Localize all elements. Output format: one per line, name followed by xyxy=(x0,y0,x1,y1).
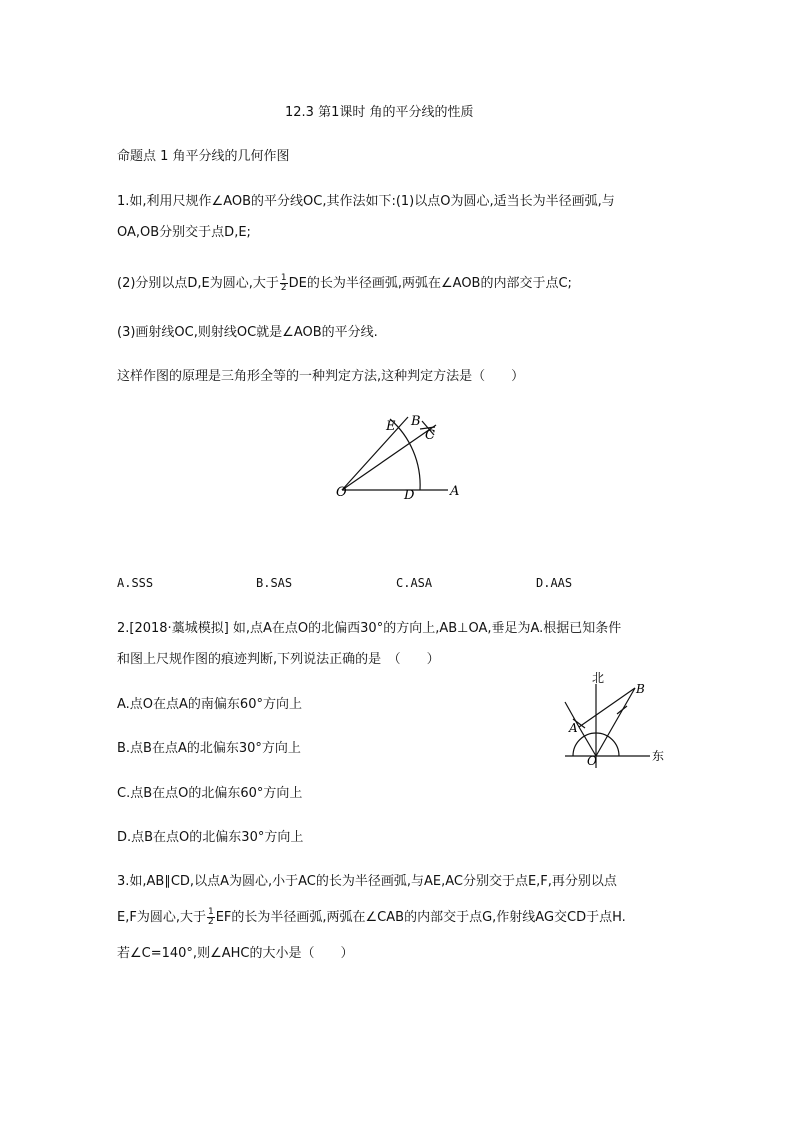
label-d: D xyxy=(404,488,415,503)
q3-line-2-end: EF的长为半径画弧,两弧在∠CAB的内部交于点G,作射线AG交CD于点H. xyxy=(215,910,626,925)
q1-line-3-start: (2)分别以点D,E为圆心,大于 xyxy=(117,276,279,291)
ray-oc xyxy=(342,425,436,490)
label-a: A xyxy=(569,721,578,735)
q1-option-a[interactable]: A.SSS xyxy=(117,576,154,590)
q2-option-a[interactable]: A.点O在点A的南偏东60°方向上 xyxy=(117,697,302,712)
q1-line-2: OA,OB分别交于点D,E; xyxy=(117,225,251,240)
ray-ob xyxy=(342,417,408,490)
label-c: C xyxy=(425,428,435,443)
q2-option-d[interactable]: D.点B在点O的北偏东30°方向上 xyxy=(117,830,304,845)
segment-ab xyxy=(579,688,635,727)
q3-line-3: 若∠C=140°,则∠AHC的大小是（ ） xyxy=(117,946,354,961)
fraction-half xyxy=(280,274,288,293)
construction-mark-b xyxy=(617,706,627,714)
label-north: 北 xyxy=(592,671,605,685)
q1-line-4: (3)画射线OC,则射线OC就是∠AOB的平分线. xyxy=(117,325,378,340)
label-b: B xyxy=(636,682,645,696)
segment-ob xyxy=(596,688,635,756)
q1-option-d[interactable]: D.AAS xyxy=(536,576,573,590)
label-o: O xyxy=(587,754,597,768)
section-heading: 命题点 1 角平分线的几何作图 xyxy=(117,149,290,164)
q3-line-1: 3.如,AB∥CD,以点A为圆心,小于AC的长为半径画弧,与AE,AC分别交于点E,F,再分别以点 xyxy=(117,874,617,889)
label-o: O xyxy=(336,485,347,500)
fraction-numerator: 1 xyxy=(280,273,287,283)
q2-option-b[interactable]: B.点B在点A的北偏东30°方向上 xyxy=(117,741,301,756)
fraction-denominator: 2 xyxy=(280,283,287,293)
q2-line-1: 2.[2018·藁城模拟] 如,点A在点O的北偏西30°的方向上,AB⊥OA,垂足为A.根据已知条件 xyxy=(117,621,622,636)
label-e: E xyxy=(386,419,396,434)
fraction-numerator: 1 xyxy=(207,907,214,917)
q3-line-2 xyxy=(117,908,626,927)
segment-oa xyxy=(579,727,596,756)
label-east: 东 xyxy=(652,749,665,763)
q1-figure-angle-bisector xyxy=(330,405,470,505)
q1-option-b[interactable]: B.SAS xyxy=(256,576,293,590)
fraction-denominator: 2 xyxy=(207,917,214,927)
q2-figure-directions xyxy=(555,668,670,770)
page-title: 12.3 第1课时 角的平分线的性质 xyxy=(285,105,474,120)
label-a: A xyxy=(450,484,460,499)
q1-line-5: 这样作图的原理是三角形全等的一种判定方法,这种判定方法是（ ） xyxy=(117,369,525,384)
fraction-half xyxy=(207,908,215,927)
q3-line-2-start: E,F为圆心,大于 xyxy=(117,910,206,925)
label-b: B xyxy=(411,414,421,429)
q1-line-3-end: DE的长为半径画弧,两弧在∠AOB的内部交于点C; xyxy=(288,276,572,291)
q1-line-1: 1.如,利用尺规作∠AOB的平分线OC,其作法如下:(1)以点O为圆心,适当长为半径画弧,与 xyxy=(117,194,615,209)
q1-line-3 xyxy=(117,274,572,293)
q2-option-c[interactable]: C.点B在点O的北偏东60°方向上 xyxy=(117,786,303,801)
q1-option-c[interactable]: C.ASA xyxy=(396,576,433,590)
q2-line-2: 和图上尺规作图的痕迹判断,下列说法正确的是 （ ） xyxy=(117,652,440,667)
